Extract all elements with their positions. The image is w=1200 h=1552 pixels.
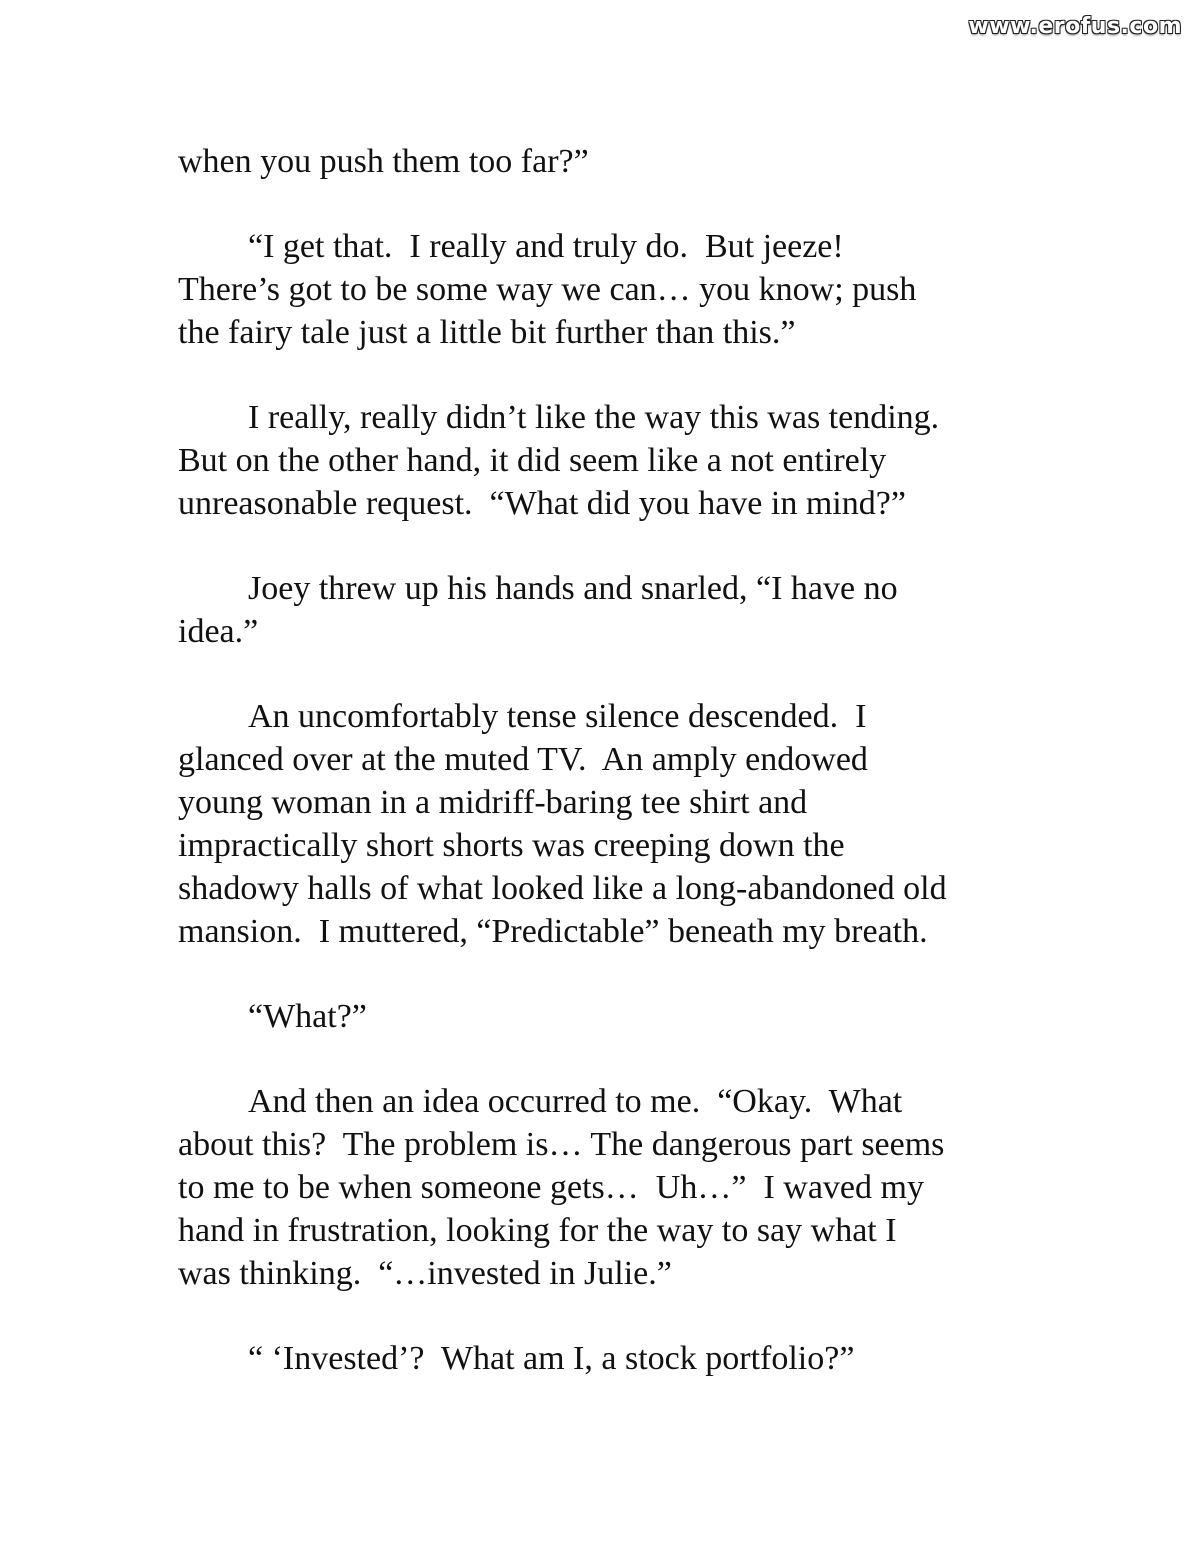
text-line: idea.”	[178, 613, 259, 650]
paragraph-6	[178, 995, 1048, 1038]
paragraph-5	[178, 695, 1048, 953]
paragraph-1	[178, 140, 1048, 183]
text-line: And then an idea occurred to me. “Okay. What	[248, 1083, 903, 1120]
text-line: unreasonable request. “What did you have in mind?”	[178, 485, 906, 522]
text-line: “I get that. I really and truly do. But jeeze!	[248, 228, 844, 265]
paragraph-3	[178, 396, 1048, 525]
text-line: impractically short shorts was creeping down the	[178, 827, 845, 864]
text-line: to me to be when someone gets… Uh…” I waved my	[178, 1169, 924, 1206]
document-body	[178, 140, 1048, 1422]
text-line: An uncomfortably tense silence descended. I	[248, 698, 867, 735]
text-line: young woman in a midriff-baring tee shirt and	[178, 784, 808, 821]
text-line: hand in frustration, looking for the way to say what I	[178, 1212, 897, 1249]
paragraph-8	[178, 1337, 1048, 1380]
text-line: “What?”	[248, 998, 367, 1035]
text-line: Joey threw up his hands and snarled, “I have no	[248, 570, 898, 607]
site-watermark: www.erofus.com	[968, 14, 1182, 39]
text-line: was thinking. “…invested in Julie.”	[178, 1255, 672, 1292]
text-line: I really, really didn’t like the way this was tending.	[248, 399, 940, 436]
text-line: shadowy halls of what looked like a long-abandoned old	[178, 870, 947, 907]
text-line: mansion. I muttered, “Predictable” beneath my breath.	[178, 913, 928, 950]
text-line: the fairy tale just a little bit further than this.”	[178, 314, 796, 351]
paragraph-2	[178, 225, 1048, 354]
text-line: glanced over at the muted TV. An amply endowed	[178, 741, 868, 778]
text-line: “ ‘Invested’? What am I, a stock portfolio?”	[248, 1340, 855, 1377]
text-line: when you push them too far?”	[178, 143, 589, 180]
text-line: But on the other hand, it did seem like a not entirely	[178, 442, 887, 479]
paragraph-7	[178, 1080, 1048, 1295]
text-line: about this? The problem is… The dangerous part seems	[178, 1126, 945, 1163]
paragraph-4	[178, 567, 1048, 653]
text-line: There’s got to be some way we can… you know; push	[178, 271, 917, 308]
